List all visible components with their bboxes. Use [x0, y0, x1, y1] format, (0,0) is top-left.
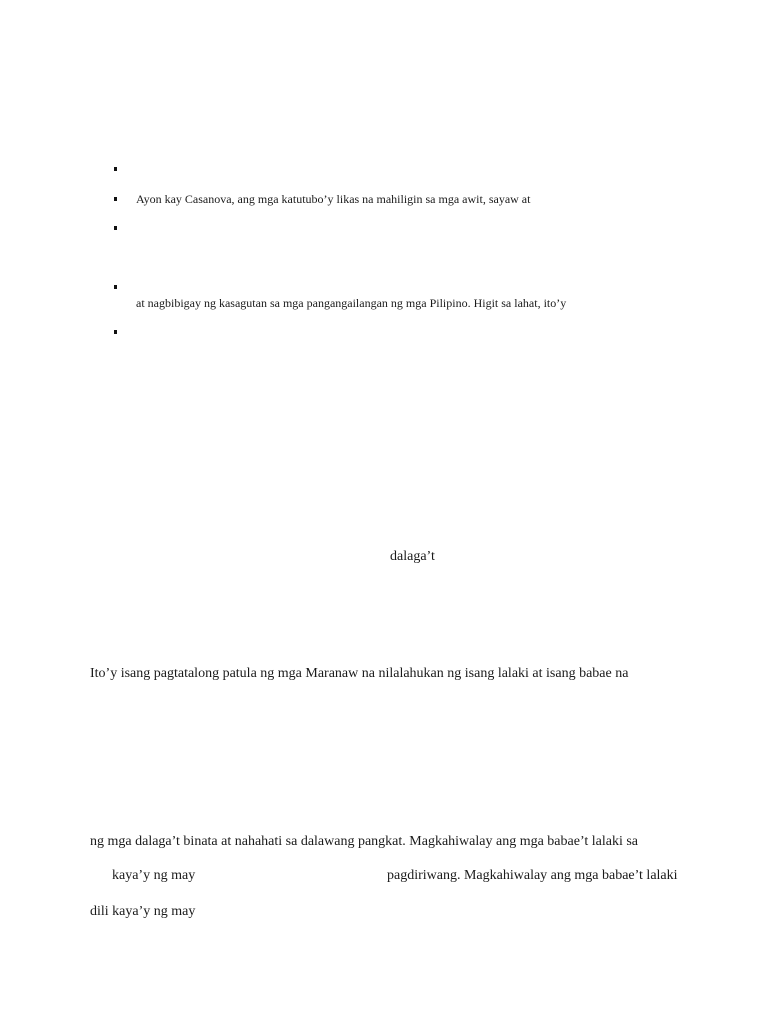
bullet-marker — [114, 167, 117, 171]
paragraph-line: pagdiriwang. Magkahiwalay ang mga babae’t lalaki — [387, 868, 678, 883]
paragraph-line: Ito’y isang pagtatalong patula ng mga Maranaw na nilalahukan ng isang lalaki at isang babae na — [90, 666, 629, 681]
paragraph-line: ng mga dalaga’t binata at nahahati sa dalawang pangkat. Magkahiwalay ang mga babae’t lalaki sa — [90, 834, 638, 849]
bullet-marker — [114, 285, 117, 289]
bullet-marker — [114, 197, 117, 201]
paragraph-line: dili kaya’y ng may — [90, 904, 196, 919]
bullet-marker — [114, 330, 117, 334]
bullet-item-text: Ayon kay Casanova, ang mga katutubo’y likas na mahiligin sa mga awit, sayaw at — [136, 192, 531, 206]
paragraph-line: kaya’y ng may — [112, 868, 196, 883]
centered-word: dalaga’t — [390, 549, 435, 564]
bullet-item-text: at nagbibigay ng kasagutan sa mga pangangailangan ng mga Pilipino. Higit sa lahat, ito’y — [136, 296, 567, 310]
bullet-marker — [114, 226, 117, 230]
